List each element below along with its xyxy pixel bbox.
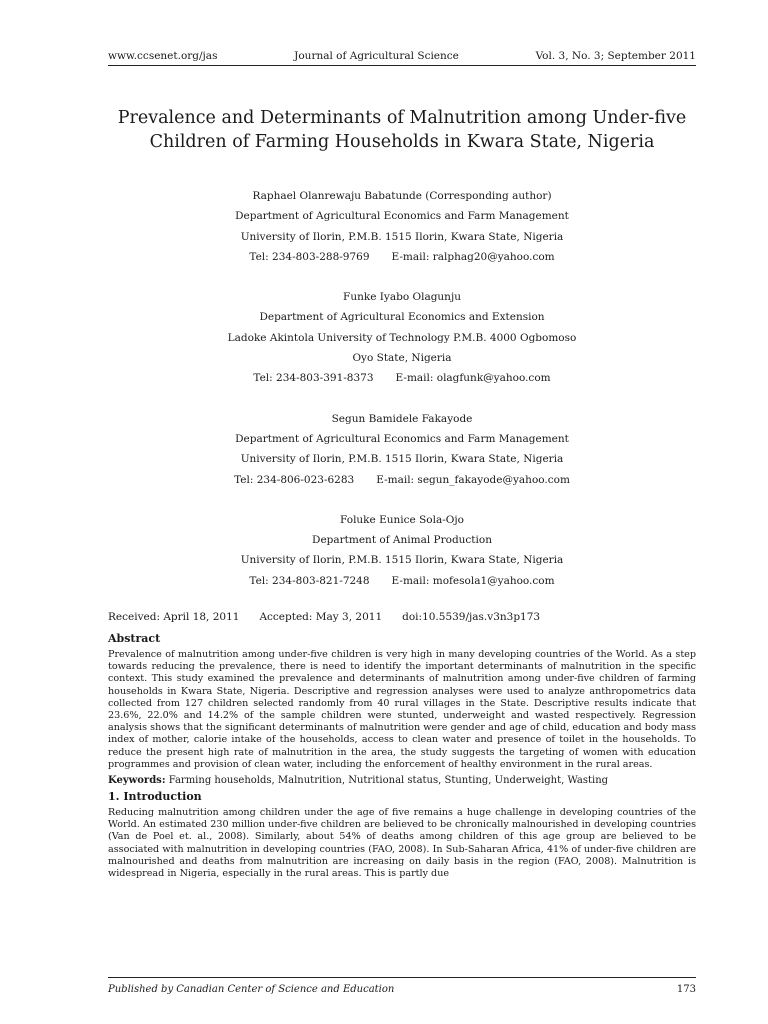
running-header bbox=[108, 50, 696, 66]
journal-website: www.ccsenet.org/jas bbox=[108, 50, 218, 62]
author-email: E-mail: mofesola1@yahoo.com bbox=[391, 574, 555, 587]
introduction-heading: 1. Introduction bbox=[108, 790, 202, 804]
accepted-date: Accepted: May 3, 2011 bbox=[259, 611, 383, 623]
author-tel: Tel: 234-803-288-9769 bbox=[249, 250, 370, 263]
author-list bbox=[108, 186, 696, 611]
author-contact bbox=[108, 247, 696, 267]
publication-dates bbox=[108, 611, 696, 623]
author-affiliation: Department of Agricultural Economics and Farm Management bbox=[235, 432, 569, 445]
author-email: E-mail: ralphag20@yahoo.com bbox=[391, 250, 555, 263]
publisher-credit: Published by Canadian Center of Science and Education bbox=[108, 984, 395, 995]
author-name: Segun Bamidele Fakayode bbox=[331, 412, 473, 425]
author-name: Foluke Eunice Sola-Ojo bbox=[340, 513, 464, 526]
journal-volume: Vol. 3, No. 3; September 2011 bbox=[535, 50, 696, 62]
paper-title bbox=[108, 106, 696, 154]
title-line-2: Children of Farming Households in Kwara State, Nigeria bbox=[149, 132, 655, 152]
author-tel: Tel: 234-806-023-6283 bbox=[234, 473, 355, 486]
author-name: Funke Iyabo Olagunju bbox=[343, 291, 461, 304]
author-affiliation: University of Ilorin, P.M.B. 1515 Ilorin, Kwara State, Nigeria bbox=[240, 230, 564, 243]
author-block bbox=[108, 510, 696, 591]
page-number: 173 bbox=[676, 984, 696, 995]
author-affiliation: University of Ilorin, P.M.B. 1515 Ilorin, Kwara State, Nigeria bbox=[240, 554, 564, 567]
author-block bbox=[108, 409, 696, 490]
author-affiliation: University of Ilorin, P.M.B. 1515 Ilorin, Kwara State, Nigeria bbox=[240, 453, 564, 466]
keywords bbox=[108, 775, 696, 786]
author-affiliation: Department of Agricultural Economics and Farm Management bbox=[235, 210, 569, 223]
journal-name: Journal of Agricultural Science bbox=[294, 50, 459, 62]
author-email: E-mail: olagfunk@yahoo.com bbox=[395, 372, 551, 385]
author-email: E-mail: segun_fakayode@yahoo.com bbox=[376, 473, 570, 486]
received-date: Received: April 18, 2011 bbox=[108, 611, 240, 623]
introduction-text: Reducing malnutrition among children under the age of five remains a huge challenge in developing countries of the World. An estimated 230 million under-five children are believed to be chronically malnourished in developing countries (Van de Poel et. al., 2008). Similarly, about 54% of deaths among children of this age group are believed to be associated with malnutrition in developing countries (FAO, 2008). In Sub-Saharan Africa, 41% of under-five children are malnourished and deaths from malnutrition are increasing on daily basis in the region (FAO, 2008). Malnutrition is widespread in Nigeria, especially in the rural areas. This is partly due bbox=[108, 807, 696, 880]
abstract-text: Prevalence of malnutrition among under-five children is very high in many developing countries of the World. As a step towards reducing the prevalence, there is need to identify the important determinants of malnutrition in the specific context. This study examined the prevalence and determinants of malnutrition among under-five children of farming households in Kwara State, Nigeria. Descriptive and regression analyses were used to analyze anthropometrics data collected from 127 children selected randomly from 40 rural villages in the State. Descriptive results indicate that 23.6%, 22.0% and 14.2% of the sample children were stunted, underweight and wasted respectively. Regression analysis shows that the significant determinants of malnutrition were gender and age of child, education and body mass index of mother, calorie intake of the households, access to clean water and presence of toilet in the households. To reduce the present high rate of malnutrition in the area, the study suggests the targeting of women with education programmes and provision of clean water, including the enforcement of healthy environment in the rural areas. bbox=[108, 649, 696, 770]
running-footer bbox=[108, 977, 696, 995]
author-tel: Tel: 234-803-391-8373 bbox=[253, 372, 374, 385]
keywords-text: Farming households, Malnutrition, Nutritional status, Stunting, Underweight, Wasting bbox=[165, 775, 609, 787]
author-contact bbox=[108, 571, 696, 591]
author-tel: Tel: 234-803-821-7248 bbox=[249, 574, 370, 587]
author-affiliation: Oyo State, Nigeria bbox=[352, 352, 452, 365]
author-contact bbox=[108, 368, 696, 388]
author-name: Raphael Olanrewaju Babatunde (Corresponding author) bbox=[252, 190, 552, 202]
author-affiliation: Ladoke Akintola University of Technology P.M.B. 4000 Ogbomoso bbox=[227, 331, 577, 344]
abstract-section bbox=[108, 632, 696, 884]
author-block bbox=[108, 287, 696, 388]
author-contact bbox=[108, 470, 696, 490]
author-block bbox=[108, 186, 696, 267]
title-line-1: Prevalence and Determinants of Malnutrition among Under-five bbox=[117, 108, 687, 128]
author-affiliation: Department of Animal Production bbox=[312, 534, 492, 547]
keywords-label: Keywords: bbox=[108, 775, 166, 787]
doi-link[interactable]: doi:10.5539/jas.v3n3p173 bbox=[402, 611, 541, 623]
author-affiliation: Department of Agricultural Economics and Extension bbox=[259, 311, 545, 324]
abstract-heading: Abstract bbox=[108, 632, 161, 645]
